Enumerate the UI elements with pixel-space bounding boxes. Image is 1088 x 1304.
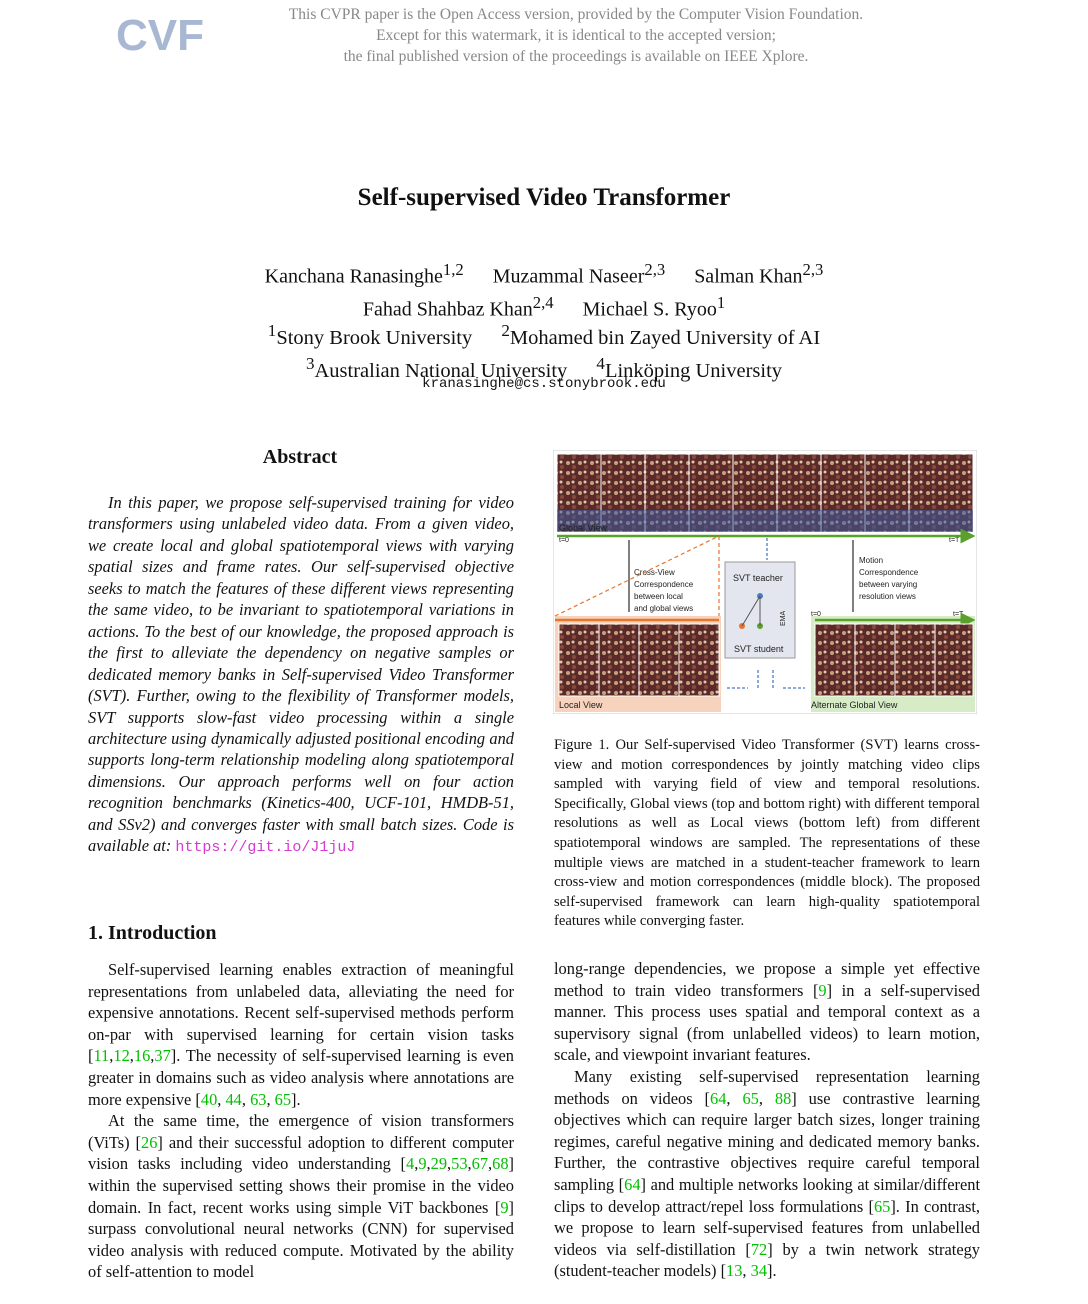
affiliation-sup: 3	[305, 353, 315, 373]
author-sup: 2,3	[644, 260, 666, 279]
paragraph-text: ]. The necessity of self-supervised learning is even greater in domains such as video analysis where annotations are more expensive [	[88, 1046, 514, 1109]
paragraph-text: ] by a twin network strategy (student-teacher models) [	[554, 1239, 980, 1281]
t0b-label: t=0	[811, 611, 821, 618]
paragraph	[88, 959, 514, 1110]
paragraph-text: ,	[129, 1046, 134, 1066]
citation-link[interactable]: 29	[430, 1154, 448, 1174]
author-name: Muzammal Naseer	[492, 265, 645, 288]
affiliation-sup: 1	[267, 321, 277, 340]
ema-label: EMA	[780, 610, 787, 626]
paragraph-text: Self-supervised learning enables extraction of meaningful representations from unlabeled data, alleviating the need for expensive annotations. Recent self-supervised methods perform on-par with supervised learning for certain vision tasks [	[88, 960, 514, 1066]
citation-link[interactable]: 34	[750, 1261, 768, 1281]
watermark-line: Except for this watermark, it is identical to the accepted version;	[376, 27, 776, 44]
citation-link[interactable]: 63	[250, 1089, 267, 1109]
author	[265, 257, 464, 290]
paragraph-text: At the same time, the emergence of vision transformers (ViTs) [	[88, 1111, 514, 1152]
paragraph-text: Many existing self-supervised representation learning methods on videos [	[554, 1066, 980, 1108]
citation-link[interactable]: 88	[774, 1088, 792, 1108]
abstract-heading: Abstract	[262, 446, 338, 468]
author-name: Salman Khan	[694, 265, 803, 288]
affiliation-sup: 2	[501, 321, 510, 340]
citation-link[interactable]: 65	[274, 1089, 292, 1109]
tTb-label: t=T	[953, 611, 964, 618]
affiliation-list	[0, 318, 1088, 384]
author-name: Michael S. Ryoo	[582, 298, 717, 321]
author-sup: 1	[716, 292, 726, 312]
citation-link[interactable]: 44	[225, 1089, 242, 1109]
citation-link[interactable]: 4	[406, 1154, 415, 1174]
paragraph-text: ,	[488, 1154, 493, 1174]
citation-link[interactable]: 9	[818, 980, 827, 1000]
paragraph-text: ] surpass convolutional neural networks (CNN) for supervised video analysis with reduced compute. Motivated by the ability of self-attention to model	[88, 1197, 514, 1282]
author	[493, 257, 665, 290]
paragraph-text: ,	[150, 1046, 155, 1066]
citation-link[interactable]: 65	[742, 1088, 759, 1108]
author-sup: 1,2	[442, 260, 464, 279]
svt-teacher-label: SVT teacher	[733, 573, 783, 583]
author-name: Kanchana Ranasinghe	[264, 265, 443, 288]
paper-title: Self-supervised Video Transformer	[357, 184, 731, 211]
paragraph	[88, 1110, 514, 1283]
citation-link[interactable]: 11	[93, 1046, 110, 1066]
local-view-label: Local View	[559, 700, 603, 710]
paragraph-text: ] in a self-supervised manner. This process uses spatial and temporal context as a supervisory signal (from unlabelled videos) to learn motion, scale, and viewpoint invariant features.	[554, 980, 980, 1065]
author-name: Fahad Shahbaz Khan	[362, 298, 533, 321]
paragraph-text: ] and their successful adoption to different computer vision tasks including video understanding [	[88, 1132, 515, 1174]
citation-link[interactable]: 12	[113, 1046, 130, 1066]
citation-link[interactable]: 16	[133, 1046, 151, 1066]
citation-link[interactable]: 9	[418, 1154, 427, 1174]
abstract-text: In this paper, we propose self-supervised training for video transformers using unlabeled video data. From a given video, we create local and global spatiotemporal views with varying spatial sizes and frame rates. Our self-supervised objective seeks to match the features of these different views representing the same video, to be invariant to spatiotemporal variations in actions. To the best of our knowledge, the proposed approach is the first to alleviate the dependency on negative samples or dedicated memory banks in Self-supervised Video Transformer (SVT). Further, owing to the flexibility of Transformer models, SVT supports slow-fast video processing within a single architecture using dynamically adjusted positional encoding and supports long-term relationship modeling along spatiotemporal dimensions. Our approach performs well on four action recognition benchmarks (Kinetics-400, UCF-101, HMDB-51, and SSv2) and converges faster with small batch sizes. Code is available at:	[88, 493, 514, 856]
t0-label: t=0	[559, 537, 569, 544]
code-link[interactable]: https://git.io/J1juJ	[175, 839, 356, 857]
paragraph-text: ,	[217, 1089, 226, 1109]
intro-right-column	[554, 958, 980, 1282]
paragraph-text: ,	[467, 1154, 472, 1174]
citation-link[interactable]: 13	[726, 1261, 743, 1281]
citation-link[interactable]: 65	[873, 1196, 891, 1216]
affiliation-name: Stony Brook University	[276, 326, 473, 349]
citation-link[interactable]: 37	[154, 1046, 171, 1066]
paragraph-text: ]. In contrast, we propose to learn self-supervised features from unlabelled videos via self-distillation [	[554, 1196, 980, 1259]
paragraph	[554, 1066, 980, 1282]
affiliation-sup: 4	[596, 353, 605, 373]
paragraph-text: ].	[767, 1261, 777, 1281]
citation-link[interactable]: 64	[624, 1174, 641, 1194]
paragraph-text: ,	[742, 1261, 751, 1281]
citation-link[interactable]: 53	[451, 1154, 468, 1174]
alt-global-view-label: Alternate Global View	[811, 700, 898, 710]
author	[694, 257, 823, 290]
paragraph	[554, 958, 980, 1066]
global-view-frames	[557, 454, 973, 532]
figure-1	[553, 450, 977, 714]
paragraph-text: ,	[266, 1089, 275, 1109]
motion-text: Motion Correspondence between varying resolution views	[859, 556, 919, 601]
citation-link[interactable]: 40	[200, 1089, 218, 1109]
affiliation-name: Linköping University	[604, 359, 783, 382]
watermark-line: This CVPR paper is the Open Access version, provided by the Computer Vision Foundation.	[288, 6, 864, 23]
figure-caption: Figure 1. Our Self-supervised Video Transformer (SVT) learns cross-view and motion correspondences by jointly matching video clips sampled with varying field of view and temporal resolutions. Specifically, Global views (top and bottom right) with different temporal resolutions as well as Local views (bottom left) from different spatiotemporal windows are sampled. The representations of these multiple views are matched in a student-teacher framework to learn cross-view and motion correspondences (middle block). The proposed self-supervised framework can learn high-quality spatiotemporal features while converging faster.	[554, 737, 980, 930]
paragraph-text: ] use contrastive learning objectives which can require larger batch sizes, longer training regimes, careful negative mining and dedicated memory banks. Further, the contrastive objectives require careful temporal sampling [	[554, 1088, 980, 1194]
svt-student-label: SVT student	[734, 644, 784, 654]
paragraph-text: ] within the supervised setting shows their promise in the video domain. In fact, recent works using simple ViT backbones [	[88, 1154, 514, 1217]
citation-link[interactable]: 72	[750, 1239, 768, 1259]
paragraph-text: ,	[241, 1089, 251, 1109]
alt-global-view-frames	[815, 620, 973, 696]
paragraph-text: ,	[726, 1088, 743, 1108]
tT-label: t=T	[949, 537, 960, 544]
section-heading: 1. Introduction	[88, 922, 217, 944]
author-email: kranasinghe@cs.stonybrook.edu	[422, 376, 666, 392]
citation-link[interactable]: 64	[710, 1088, 727, 1108]
author-sup: 2,3	[802, 260, 824, 279]
local-view-frames	[555, 620, 719, 696]
citation-link[interactable]: 26	[141, 1132, 158, 1152]
paragraph-text: long-range dependencies, we propose a simple yet effective method to train video transformers [	[554, 959, 980, 1000]
intro-left-column	[88, 959, 514, 1283]
affiliation	[501, 318, 820, 351]
cross-view-text: Cross-View Correspondence between local and global views	[634, 568, 694, 613]
paragraph-text: ,	[447, 1154, 452, 1174]
paragraph-text: ].	[291, 1089, 301, 1109]
affiliation-name: Mohamed bin Zayed University of AI	[509, 326, 821, 349]
author-sup: 2,4	[532, 292, 554, 312]
paragraph-text: ,	[109, 1046, 114, 1066]
affiliation	[268, 318, 472, 351]
paragraph-text: ] and multiple networks looking at similar/different clips to develop attract/repel loss formulations [	[554, 1174, 980, 1216]
citation-link[interactable]: 67	[471, 1154, 489, 1174]
abstract-body	[88, 492, 514, 859]
paragraph-text: ,	[426, 1154, 431, 1174]
author-list	[0, 257, 1088, 322]
watermark	[230, 4, 922, 67]
paragraph-text: ,	[414, 1154, 419, 1174]
citation-link[interactable]: 68	[492, 1154, 509, 1174]
cvf-logo-text: CVF	[116, 11, 204, 60]
global-view-label: Global View	[559, 523, 607, 533]
cvf-logo	[114, 6, 204, 62]
watermark-line: the final published version of the proceedings is available on IEEE Xplore.	[343, 48, 809, 65]
paragraph-text: ,	[758, 1088, 775, 1108]
citation-link[interactable]: 9	[500, 1197, 509, 1217]
affiliation-name: Australian National University	[314, 359, 568, 382]
